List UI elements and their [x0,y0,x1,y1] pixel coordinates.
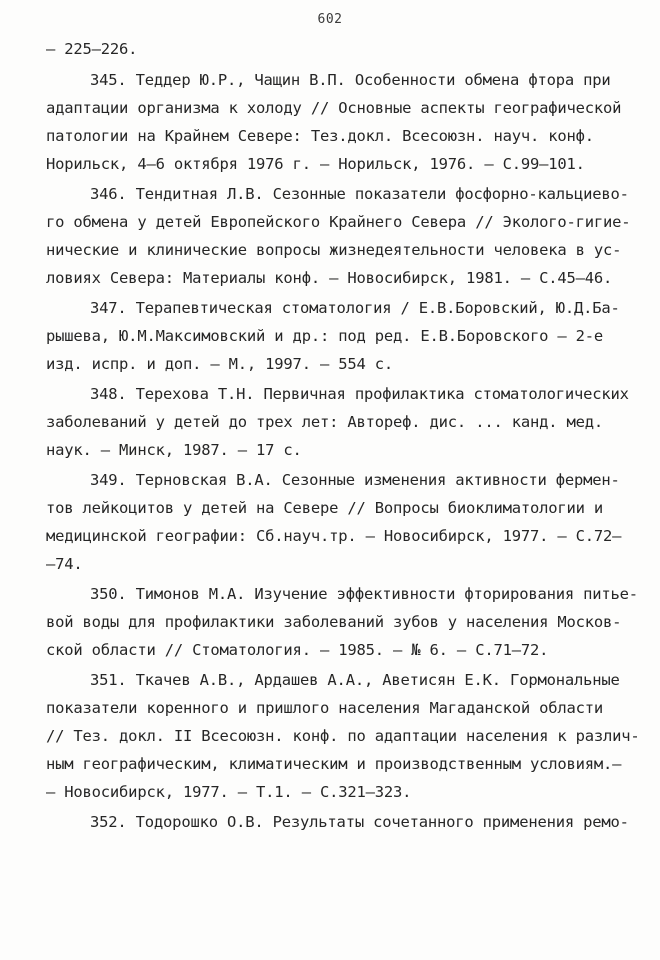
text-line: 346. Тендитная Л.В. Сезонные показатели фосфорно-кальциево- [90,185,629,203]
page-number: 602 [317,12,343,27]
text-line: – Новосибирск, 1977. – Т.1. – С.321–323. [46,783,412,801]
text-line: ской области // Стоматология. – 1985. – № 6. – С.71–72. [46,641,549,659]
text-line: заболеваний у детей до трех лет: Автореф. дис. ... канд. мед. [46,413,604,431]
text-line: 345. Теддер Ю.Р., Чащин В.П. Особенности обмена фтора при [90,71,611,89]
text-line: 352. Тодорошко О.В. Результаты сочетанного применения ремо- [90,813,629,831]
text-line: рышева, Ю.М.Максимовский и др.: под ред. Е.В.Боровского – 2-е [46,327,604,345]
text-line: показатели коренного и пришлого населения Магаданской области [46,699,604,717]
text-line: ным географическим, климатическим и производственным условиям.– [46,755,622,773]
text-line: нические и клинические вопросы жизнедеятельности человека в ус- [46,241,622,259]
text-line: го обмена у детей Европейского Крайнего Севера // Эколого-гигие- [46,213,631,231]
text-line: 351. Ткачев А.В., Ардашев А.А., Аветисян Е.К. Гормональные [90,671,620,689]
text-line: наук. – Минск, 1987. – 17 с. [46,441,302,459]
text-line: патологии на Крайнем Севере: Тез.докл. Всесоюзн. науч. конф. [46,127,594,145]
text-line: тов лейкоцитов у детей на Севере // Вопросы биоклиматологии и [46,499,604,517]
text-line: –74. [46,555,83,573]
text-line: 348. Терехова Т.Н. Первичная профилактика стоматологических [90,385,629,403]
text-line: медицинской географии: Сб.науч.тр. – Новосибирск, 1977. – С.72– [46,527,622,545]
text-line: вой воды для профилактики заболеваний зубов у населения Москов- [46,613,622,631]
text-line: адаптации организма к холоду // Основные аспекты географической [46,99,622,117]
text-line: 350. Тимонов М.А. Изучение эффективности фторирования питье- [90,585,638,603]
text-line: // Тез. докл. II Всесоюзн. конф. по адаптации населения к различ- [46,727,640,745]
text-line: – 225–226. [46,40,138,58]
text-line: Норильск, 4–6 октября 1976 г. – Норильск, 1976. – С.99–101. [46,155,585,173]
text-line: ловиях Севера: Материалы конф. – Новосибирск, 1981. – С.45–46. [46,269,613,287]
text-line: изд. испр. и доп. – М., 1997. – 554 с. [46,355,394,373]
text-line: 347. Терапевтическая стоматология / Е.В.Боровский, Ю.Д.Ба- [90,299,620,317]
text-line: 349. Терновская В.А. Сезонные изменения активности фермен- [90,471,620,489]
